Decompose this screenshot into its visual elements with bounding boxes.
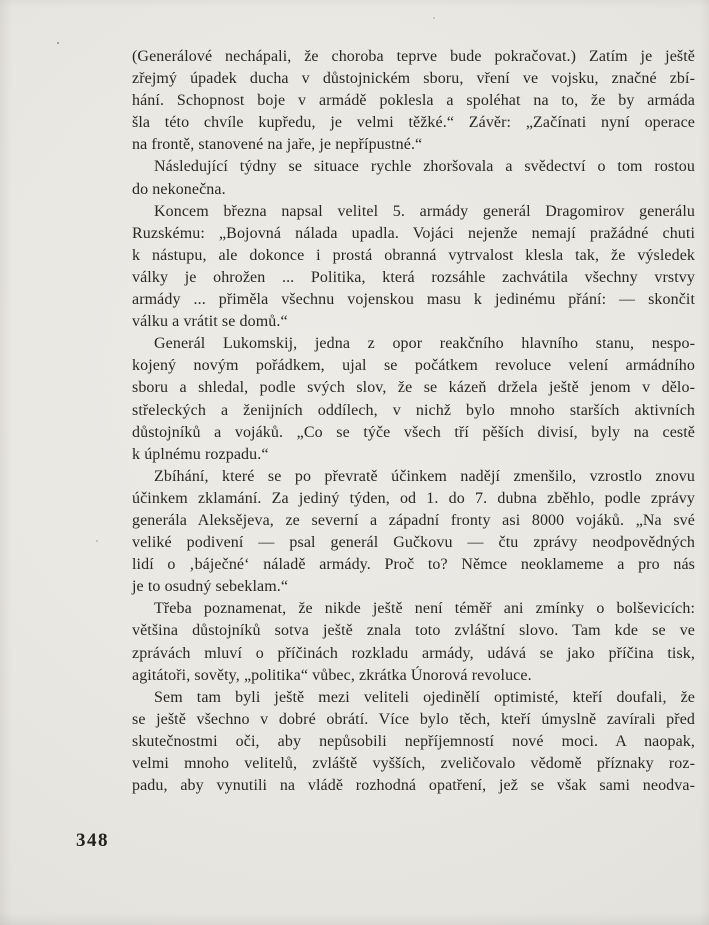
text-line: Zbíhání, které se po převratě účinkem nadějí zmenšilo, vzrostlo znovu xyxy=(154,467,695,485)
text-line: armády ... přiměla všechnu vojenskou masu k jedinému přání: — skončit xyxy=(132,291,695,309)
text-line: střeleckých a ženijních oddílech, v nichž bylo mnoho starších aktivních xyxy=(132,401,695,419)
scan-speck xyxy=(433,17,435,19)
text-line: Následující týdny se situace rychle zhoršovala a svědectví o tom rostou xyxy=(154,158,695,176)
text-line: se ještě všechno v dobré obrátí. Více bylo těch, kteří úmyslně zavírali před xyxy=(132,710,695,728)
text-line: kojený novým pořádkem, ujal se počátkem revoluce velení armádního xyxy=(132,357,695,375)
text-line: generála Aleksějeva, ze severní a západní fronty asi 8000 vojáků. „Na své xyxy=(132,511,695,529)
text-line: velmi mnoho velitelů, zvláště vyšších, zveličovalo vědomě příznaky roz- xyxy=(132,755,695,772)
page-text xyxy=(132,46,695,797)
text-line: na frontě, stanovené na jaře, je nepřípustné.“ xyxy=(132,136,423,154)
text-line: sboru a shledal, podle svých slov, že se kázeň držela ještě jenom v dělo- xyxy=(132,379,695,397)
scan-speck xyxy=(57,42,59,44)
text-line: padu, aby vynutili na vládě rozhodná opatření, jež se však sami neodva- xyxy=(132,777,695,795)
text-line: Třeba poznamenat, že nikde ještě není téměř ani zmínky o bolševicích: xyxy=(154,600,695,618)
text-line: většina důstojníků sotva ještě znala toto zvláštní slovo. Tam kde se ve xyxy=(132,622,695,640)
text-line: lidí o ‚báječné‘ náladě armády. Proč to? Němce neoklameme a pro nás xyxy=(132,556,695,574)
text-line: hání. Schopnost boje v armádě poklesla a spoléhat na to, že by armáda xyxy=(132,92,695,110)
text-line: veliké podivení — psal generál Gučkovu — čtu zprávy neodpovědných xyxy=(132,534,695,552)
text-line: je to osudný sebeklam.“ xyxy=(132,578,289,596)
text-line: účinkem zklamání. Za jediný týden, od 1. do 7. dubna zběhlo, podle zprávy xyxy=(132,489,695,507)
text-line: důstojníků a vojáků. „Co se týče všech tří pěších divisí, byly na cestě xyxy=(132,423,695,441)
text-line: války je ohrožen ... Politika, která rozsáhle zachvátila všechny vrstvy xyxy=(132,268,695,286)
text-line: (Generálové nechápali, že choroba teprve bude pokračovat.) Zatím je ještě xyxy=(132,48,695,65)
text-line: Sem tam byli ještě mezi veliteli ojedinělí optimisté, kteří doufali, že xyxy=(154,688,695,706)
text-line: do nekonečna. xyxy=(132,180,226,198)
text-line: šla této chvíle kupředu, je velmi těžké.“ Závěr: „Začínati nyní operace xyxy=(132,114,695,132)
text-line: válku a vrátit se domů.“ xyxy=(132,313,288,331)
text-line: zřejmý úpadek ducha v důstojnickém sboru, vření ve vojsku, značné zbí- xyxy=(132,70,695,88)
text-line: Ruzskému: „Bojovná nálada upadla. Vojáci nejenže nemají pražádné chuti xyxy=(132,224,695,242)
text-line: zprávách mluví o příčinách rozkladu armády, udává se jako příčina tisk, xyxy=(132,644,695,662)
text-line: Generál Lukomskij, jedna z opor reakčního hlavního stanu, nespo- xyxy=(154,335,695,353)
text-line: skutečnostmi oči, aby nepůsobili nepříjemností nové moci. A naopak, xyxy=(132,732,695,750)
text-line: k úplnému rozpadu.“ xyxy=(132,445,269,463)
text-line: k nástupu, ale dokonce i prostá obranná vytrvalost klesla tak, že výsledek xyxy=(132,246,695,264)
text-line: agitátoři, sověty, „politika“ vůbec, zkrátka Únorová revoluce. xyxy=(132,666,532,684)
page-number: 348 xyxy=(76,830,109,851)
text-line: Koncem března napsal velitel 5. armády generál Dragomirov generálu xyxy=(154,202,695,220)
scan-speck xyxy=(96,540,98,542)
